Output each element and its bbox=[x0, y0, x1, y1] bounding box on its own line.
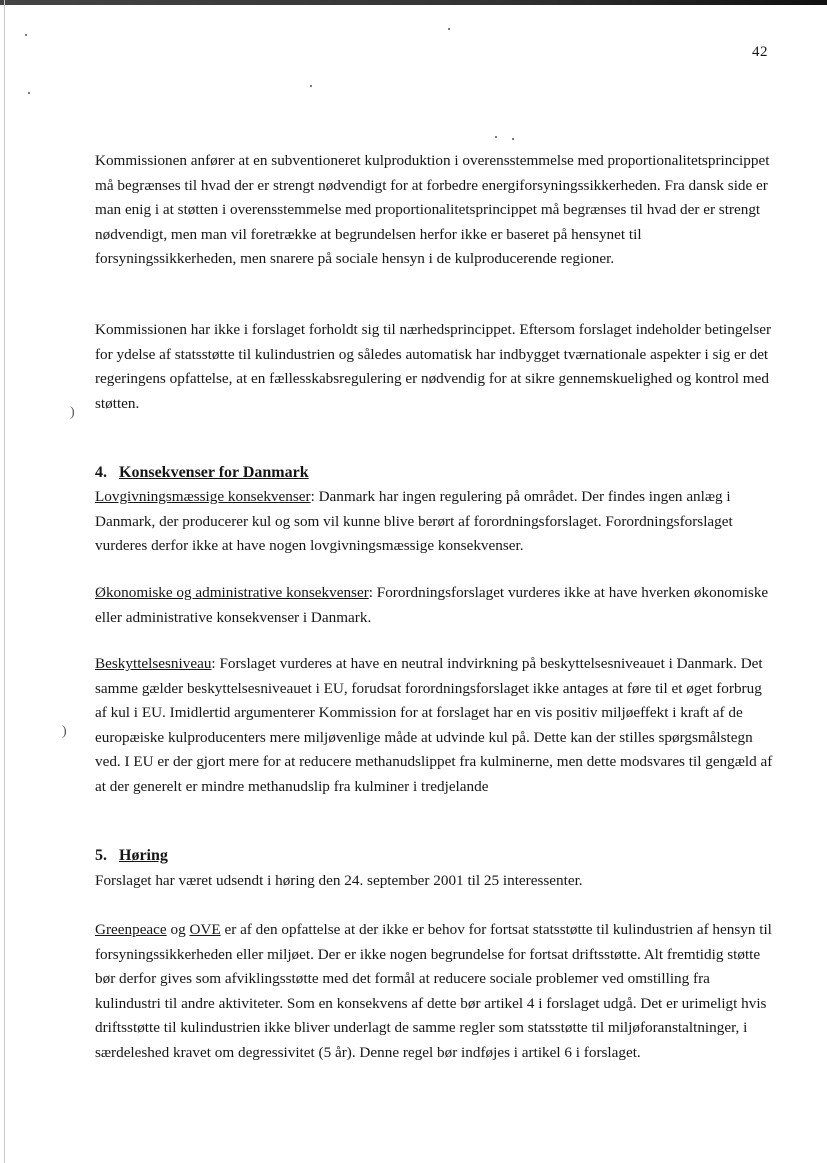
paragraph-protection-level bbox=[95, 652, 775, 799]
paragraph-subsidiarity bbox=[95, 318, 775, 416]
section-5-heading bbox=[95, 845, 168, 867]
paragraph-text: Forslaget har været udsendt i høring den 24. september 2001 til 25 interessenter. bbox=[95, 872, 583, 889]
subsection-label: Økonomiske og administrative konsekvenser bbox=[95, 584, 369, 601]
scan-mark: ) bbox=[62, 724, 67, 739]
scan-speck bbox=[28, 92, 30, 94]
organization-name: Greenpeace bbox=[95, 921, 167, 938]
scan-speck bbox=[25, 34, 27, 36]
page-number: 42 bbox=[752, 44, 768, 60]
paragraph-text: : Danmark har ingen regulering på området. Der findes ingen anlæg i Danmark, der producerer kul og som vil kunne blive berørt af forordningsforslaget. Forordningsforslaget vurderes derfor ikke at have nogen lovgivningsmæssige konsekvenser. bbox=[95, 488, 733, 554]
section-number: 4. bbox=[95, 464, 107, 481]
scan-speck bbox=[448, 28, 450, 30]
paragraph-hearing-intro bbox=[95, 869, 775, 894]
section-title: Konsekvenser for Danmark bbox=[119, 464, 309, 481]
paragraph-text: Kommissionen anfører at en subventioneret kulproduktion i overensstemmelse med proportionalitetsprincippet må begrænses til hvad der er strengt nødvendigt for at forbedre energiforsyningssikkerheden. Fra dansk side er man enig i at støtten i overensstemmelse med proportionalitetsprincippet må begrænses til hvad der er strengt nødvendigt, men man vil foretrække at begrundelsen herfor ikke er baseret på hensynet til forsyningssikkerheden, men snarere på sociale hensyn i de kulproducerende regioner. bbox=[95, 152, 770, 267]
left-scan-edge bbox=[4, 0, 5, 1163]
section-number: 5. bbox=[95, 847, 107, 864]
scan-speck bbox=[495, 136, 497, 138]
paragraph-text: Kommissionen har ikke i forslaget forholdt sig til nærhedsprincippet. Eftersom forslaget indeholder betingelser for ydelse af statsstøtte til kulindustrien og således automatisk har indbygget tværnationale aspekter i sig er det regeringens opfattelse, at en fællesskabsregulering er nødvendig for at sikre gennemskuelighed og kontrol med støtten. bbox=[95, 321, 772, 412]
top-border-rule bbox=[0, 0, 827, 5]
paragraph-text: : Forordningsforslaget vurderes ikke at have hverken økonomiske eller administrative konsekvenser i Danmark. bbox=[95, 584, 769, 626]
scan-speck bbox=[512, 138, 514, 140]
section-4-heading bbox=[95, 462, 309, 484]
section-title: Høring bbox=[119, 847, 168, 864]
paragraph-text: : Forslaget vurderes at have en neutral indvirkning på beskyttelsesniveauet i Danmark. Det samme gælder beskyttelsesniveauet i EU, forudsat forordningsforslaget ikke antages at føre til et øget forbrug af kul i EU. Imidlertid argumenterer Kommission for at forslaget har en vis positiv miljøeffekt i kraft af de europæiske kulproducenters mere miljøvenlige måde at udvinde kul på. Dette kan der stilles spørgsmålstegn ved. I EU er der gjort mere for at reducere methanudslippet fra kulminerne, men dette modsvares til gengæld af at der generelt er mindre methanudslip fra kulminer i tredjelande bbox=[95, 655, 773, 795]
paragraph-legal-consequences bbox=[95, 485, 775, 559]
subsection-label: Beskyttelsesniveau bbox=[95, 655, 212, 672]
paragraph-text: er af den opfattelse at der ikke er behov for fortsat statsstøtte til kulindustrien af hensyn til forsyningssikkerheden eller miljøet. Der er ikke nogen begrundelse for fortsat driftsstøtte. Alt fremtidig støtte bør derfor gives som afviklingsstøtte med det formål at reducere sociale problemer ved omstilling fra kulindustri til andre aktiviteter. Som en konsekvens af dette bør artikel 4 i forslaget udgå. Det er urimeligt hvis driftsstøtte til kulindustrien ikke bliver underlagt de samme regler som statsstøtte til miljøforanstaltninger, i særdeleshed kravet om degressivitet (5 år). Denne regel bør indføjes i artikel 6 i forslaget. bbox=[95, 921, 772, 1061]
organization-name: OVE bbox=[189, 921, 221, 938]
subsection-label: Lovgivningsmæssige konsekvenser bbox=[95, 488, 311, 505]
paragraph-proportionality bbox=[95, 149, 775, 272]
scan-speck bbox=[310, 85, 312, 87]
conjunction: og bbox=[166, 921, 190, 938]
paragraph-economic-consequences bbox=[95, 581, 775, 630]
scan-mark: ) bbox=[70, 405, 75, 420]
paragraph-hearing-responses bbox=[95, 918, 775, 1065]
